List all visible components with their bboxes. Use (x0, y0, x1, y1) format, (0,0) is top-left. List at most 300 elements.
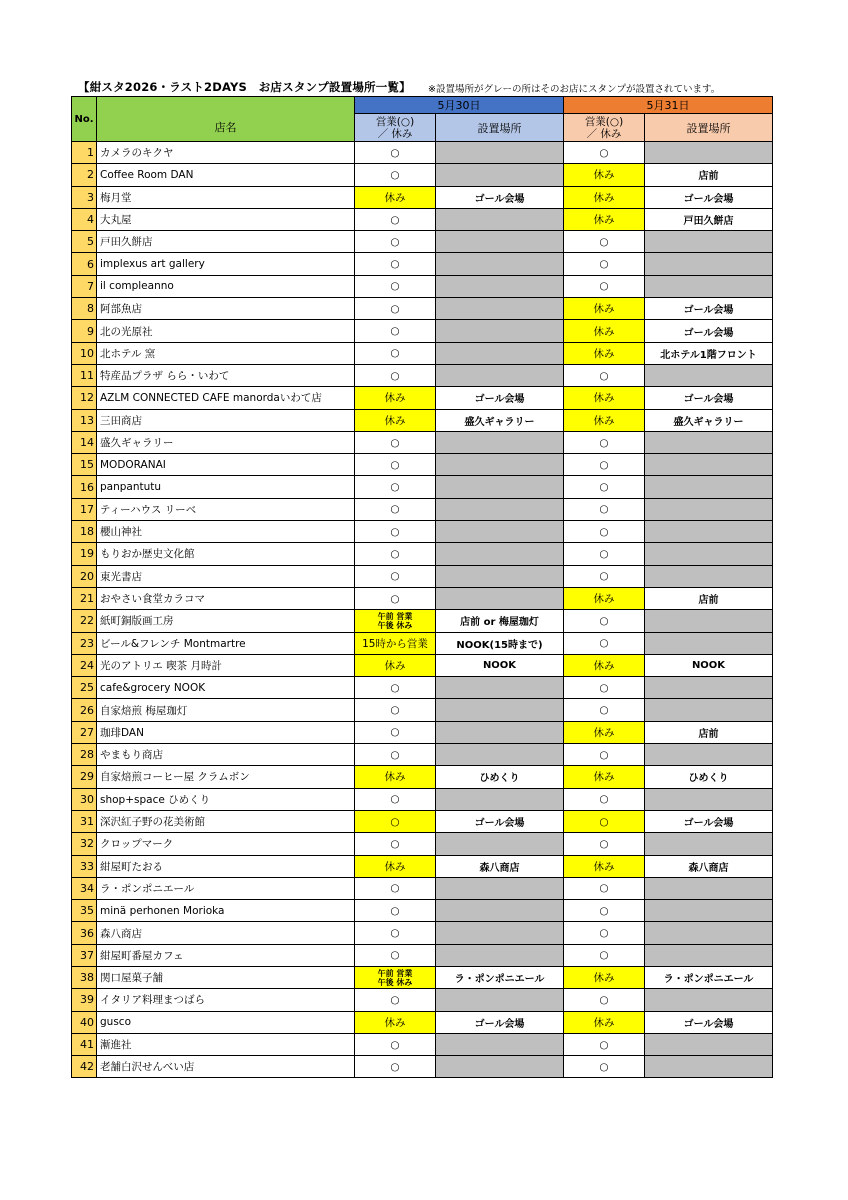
shop-name: shop+space ひめくり (97, 788, 355, 810)
shop-name: 北の光原社 (97, 320, 355, 342)
shop-name: MODORANAI (97, 454, 355, 476)
day1-status: 休み (355, 1011, 436, 1033)
header-day1: 5月30日 (355, 97, 564, 114)
shop-name: 漸進社 (97, 1033, 355, 1055)
table-row (72, 498, 773, 520)
day1-location (436, 1033, 564, 1055)
row-number: 37 (72, 944, 97, 966)
row-number: 36 (72, 922, 97, 944)
day2-location: ゴール会場 (645, 387, 773, 409)
table-row (72, 565, 773, 587)
table-row (72, 810, 773, 832)
day2-status: ○ (564, 476, 645, 498)
day2-status: ○ (564, 498, 645, 520)
row-number: 26 (72, 699, 97, 721)
row-number: 39 (72, 989, 97, 1011)
day1-status: ○ (355, 431, 436, 453)
shop-name: 珈琲DAN (97, 721, 355, 743)
row-number: 27 (72, 721, 97, 743)
day1-location (436, 788, 564, 810)
gray-cell-note: ※設置場所がグレーの所はそのお店にスタンプが設置されています。 (428, 84, 721, 95)
table-row (72, 208, 773, 230)
day1-location (436, 320, 564, 342)
day2-location: ゴール会場 (645, 298, 773, 320)
day2-status: ○ (564, 810, 645, 832)
day2-location: ゴール会場 (645, 320, 773, 342)
day2-location (645, 989, 773, 1011)
day2-status: ○ (564, 231, 645, 253)
shop-name: il compleanno (97, 275, 355, 297)
day2-status: ○ (564, 877, 645, 899)
status-line: 午前 営業 (377, 968, 413, 978)
header-day2-status (564, 114, 645, 142)
row-number: 1 (72, 142, 97, 164)
day2-status: ○ (564, 253, 645, 275)
row-number: 41 (72, 1033, 97, 1055)
day2-status: ○ (564, 699, 645, 721)
row-number: 30 (72, 788, 97, 810)
day2-status: 休み (564, 320, 645, 342)
day1-location (436, 744, 564, 766)
header-no: No. (72, 97, 97, 142)
shop-name: 紙町銅版画工房 (97, 610, 355, 632)
shop-name: 大丸屋 (97, 208, 355, 230)
table-row (72, 766, 773, 788)
day2-location: 店前 (645, 587, 773, 609)
day1-status: ○ (355, 208, 436, 230)
table-row (72, 364, 773, 386)
day1-location: 盛久ギャラリー (436, 409, 564, 431)
day2-status: ○ (564, 543, 645, 565)
day2-status: ○ (564, 1056, 645, 1078)
day1-status: ○ (355, 521, 436, 543)
table-row (72, 654, 773, 676)
shop-name: 北ホテル 窯 (97, 342, 355, 364)
day2-location (645, 364, 773, 386)
day1-status (355, 610, 436, 632)
day1-location (436, 543, 564, 565)
row-number: 4 (72, 208, 97, 230)
day1-location (436, 877, 564, 899)
day2-location (645, 788, 773, 810)
day1-location (436, 454, 564, 476)
row-number: 31 (72, 810, 97, 832)
day1-status: ○ (355, 810, 436, 832)
table-row (72, 1011, 773, 1033)
day2-location (645, 744, 773, 766)
day1-location (436, 253, 564, 275)
row-number: 40 (72, 1011, 97, 1033)
day1-status: 休み (355, 766, 436, 788)
day2-location (645, 431, 773, 453)
row-number: 13 (72, 409, 97, 431)
day1-location: NOOK(15時まで) (436, 632, 564, 654)
day1-status: 休み (355, 409, 436, 431)
day2-status: 休み (564, 186, 645, 208)
page-title: 【紺スタ2026・ラスト2DAYS お店スタンプ設置場所一覧】 (78, 80, 411, 94)
day2-status: 休み (564, 721, 645, 743)
row-number: 11 (72, 364, 97, 386)
day2-location: 戸田久餅店 (645, 208, 773, 230)
row-number: 42 (72, 1056, 97, 1078)
day2-status: ○ (564, 833, 645, 855)
day1-status: ○ (355, 543, 436, 565)
header-status-line2: ／ 休み (586, 127, 622, 140)
shop-name: 紺屋町たおる (97, 855, 355, 877)
day1-status: ○ (355, 788, 436, 810)
day1-status: ○ (355, 364, 436, 386)
day1-status: ○ (355, 1033, 436, 1055)
day2-status: 休み (564, 855, 645, 877)
row-number: 12 (72, 387, 97, 409)
table-row (72, 877, 773, 899)
table-row (72, 855, 773, 877)
table-row (72, 677, 773, 699)
table-row (72, 231, 773, 253)
day1-status: ○ (355, 565, 436, 587)
day1-location (436, 900, 564, 922)
day1-status: 休み (355, 186, 436, 208)
day1-status: 休み (355, 855, 436, 877)
day2-location (645, 142, 773, 164)
day2-status: ○ (564, 610, 645, 632)
day1-location (436, 431, 564, 453)
shop-name: クロップマーク (97, 833, 355, 855)
table-row (72, 431, 773, 453)
shop-name: 三田商店 (97, 409, 355, 431)
day2-status: ○ (564, 1033, 645, 1055)
header-day1-location: 設置場所 (436, 114, 564, 142)
table-row (72, 944, 773, 966)
day2-location: 店前 (645, 164, 773, 186)
row-number: 24 (72, 654, 97, 676)
day2-location (645, 900, 773, 922)
day2-location: ゴール会場 (645, 1011, 773, 1033)
shop-name: cafe&grocery NOOK (97, 677, 355, 699)
day2-location (645, 877, 773, 899)
day1-status: ○ (355, 1056, 436, 1078)
day2-status: ○ (564, 788, 645, 810)
table-row (72, 699, 773, 721)
shop-name: カメラのキクヤ (97, 142, 355, 164)
day2-location (645, 677, 773, 699)
row-number: 8 (72, 298, 97, 320)
header-day1-status (355, 114, 436, 142)
day2-location: ラ・ポンポニエール (645, 966, 773, 988)
day2-status: ○ (564, 364, 645, 386)
status-line: 午前 営業 (377, 611, 413, 621)
table-row (72, 632, 773, 654)
day1-status: ○ (355, 877, 436, 899)
day1-status: ○ (355, 275, 436, 297)
row-number: 10 (72, 342, 97, 364)
row-number: 25 (72, 677, 97, 699)
day1-location (436, 833, 564, 855)
header-day2-location: 設置場所 (645, 114, 773, 142)
day1-location: 店前 or 梅屋珈灯 (436, 610, 564, 632)
day1-location: ゴール会場 (436, 387, 564, 409)
day2-status: ○ (564, 632, 645, 654)
day2-location: ゴール会場 (645, 186, 773, 208)
day2-location (645, 275, 773, 297)
day2-location (645, 543, 773, 565)
table-row (72, 275, 773, 297)
day2-location: 北ホテル1階フロント (645, 342, 773, 364)
shop-name: 盛久ギャラリー (97, 431, 355, 453)
row-number: 38 (72, 966, 97, 988)
row-number: 20 (72, 565, 97, 587)
header-day2: 5月31日 (564, 97, 773, 114)
day2-status: ○ (564, 677, 645, 699)
row-number: 5 (72, 231, 97, 253)
table-row (72, 587, 773, 609)
day1-location (436, 922, 564, 944)
day1-status: ○ (355, 231, 436, 253)
header-status-line2: ／ 休み (377, 127, 413, 140)
day1-location (436, 142, 564, 164)
shop-name: 自家焙煎 梅屋珈灯 (97, 699, 355, 721)
shop-name: ティーハウス リーベ (97, 498, 355, 520)
shop-name: panpantutu (97, 476, 355, 498)
day1-location (436, 944, 564, 966)
shop-name: ビール&フレンチ Montmartre (97, 632, 355, 654)
day2-location (645, 610, 773, 632)
day2-status: 休み (564, 766, 645, 788)
day2-location (645, 231, 773, 253)
shop-name: 阿部魚店 (97, 298, 355, 320)
table-row (72, 788, 773, 810)
table-row (72, 833, 773, 855)
day2-location: NOOK (645, 654, 773, 676)
day1-status: 休み (355, 387, 436, 409)
day2-location (645, 632, 773, 654)
day1-location (436, 587, 564, 609)
table-row (72, 1033, 773, 1055)
day2-status: ○ (564, 431, 645, 453)
shop-name: 光のアトリエ 喫茶 月時計 (97, 654, 355, 676)
day1-location (436, 231, 564, 253)
row-number: 28 (72, 744, 97, 766)
row-number: 32 (72, 833, 97, 855)
header-name: 店名 (97, 97, 355, 142)
day2-location (645, 565, 773, 587)
day1-location (436, 208, 564, 230)
row-number: 15 (72, 454, 97, 476)
table-row (72, 1056, 773, 1078)
day2-location (645, 454, 773, 476)
table-row (72, 966, 773, 988)
shop-name: 関口屋菓子舗 (97, 966, 355, 988)
status-line: 午後 休み (377, 977, 413, 987)
table-row (72, 320, 773, 342)
row-number: 3 (72, 186, 97, 208)
day1-status: ○ (355, 989, 436, 1011)
shop-name: 紺屋町番屋カフェ (97, 944, 355, 966)
row-number: 17 (72, 498, 97, 520)
day1-status: ○ (355, 922, 436, 944)
day1-location: NOOK (436, 654, 564, 676)
day1-location (436, 298, 564, 320)
day2-location (645, 922, 773, 944)
day1-location (436, 164, 564, 186)
table-row (72, 521, 773, 543)
day2-location (645, 1056, 773, 1078)
status-line: 午後 休み (377, 620, 413, 630)
day2-status: 休み (564, 208, 645, 230)
day2-status: ○ (564, 900, 645, 922)
header-status-line1: 営業(○) (375, 115, 415, 128)
day1-status: ○ (355, 587, 436, 609)
day1-location (436, 565, 564, 587)
stamp-location-table (71, 96, 773, 1078)
day1-status: ○ (355, 498, 436, 520)
shop-name: implexus art gallery (97, 253, 355, 275)
day2-location (645, 521, 773, 543)
table-row (72, 989, 773, 1011)
table-row (72, 922, 773, 944)
day2-location (645, 498, 773, 520)
row-number: 18 (72, 521, 97, 543)
table-row (72, 721, 773, 743)
day2-location (645, 699, 773, 721)
day1-status (355, 966, 436, 988)
day2-location: ひめくり (645, 766, 773, 788)
row-number: 34 (72, 877, 97, 899)
day2-location: ゴール会場 (645, 810, 773, 832)
shop-name: おやさい食堂カラコマ (97, 587, 355, 609)
day2-status: ○ (564, 744, 645, 766)
day2-status: ○ (564, 142, 645, 164)
shop-name: 梅月堂 (97, 186, 355, 208)
day1-status: ○ (355, 476, 436, 498)
day2-status: ○ (564, 989, 645, 1011)
day2-status: ○ (564, 521, 645, 543)
day2-location (645, 476, 773, 498)
day2-status: 休み (564, 164, 645, 186)
table-row (72, 298, 773, 320)
row-number: 14 (72, 431, 97, 453)
day1-location: 森八商店 (436, 855, 564, 877)
day2-status: 休み (564, 966, 645, 988)
day2-location (645, 833, 773, 855)
day1-status: ○ (355, 944, 436, 966)
day2-status: ○ (564, 565, 645, 587)
day2-location: 盛久ギャラリー (645, 409, 773, 431)
row-number: 22 (72, 610, 97, 632)
day1-status: 15時から営業 (355, 632, 436, 654)
shop-name: やまもり商店 (97, 744, 355, 766)
day2-status: 休み (564, 409, 645, 431)
shop-name: AZLM CONNECTED CAFE manordaいわて店 (97, 387, 355, 409)
shop-name: 櫻山神社 (97, 521, 355, 543)
day2-status: 休み (564, 587, 645, 609)
table-row (72, 342, 773, 364)
day1-status: ○ (355, 298, 436, 320)
row-number: 19 (72, 543, 97, 565)
row-number: 16 (72, 476, 97, 498)
day2-status: 休み (564, 342, 645, 364)
day1-location (436, 364, 564, 386)
table-row (72, 253, 773, 275)
day1-status: 休み (355, 654, 436, 676)
day2-location: 森八商店 (645, 855, 773, 877)
day1-status: ○ (355, 744, 436, 766)
shop-name: gusco (97, 1011, 355, 1033)
table-row (72, 142, 773, 164)
row-number: 9 (72, 320, 97, 342)
table-row (72, 387, 773, 409)
day1-location (436, 342, 564, 364)
shop-name: 戸田久餅店 (97, 231, 355, 253)
header-status-line1: 営業(○) (584, 115, 624, 128)
day2-location (645, 944, 773, 966)
day1-status: ○ (355, 900, 436, 922)
day1-status: ○ (355, 253, 436, 275)
shop-name: Coffee Room DAN (97, 164, 355, 186)
row-number: 6 (72, 253, 97, 275)
day1-status: ○ (355, 699, 436, 721)
shop-name: 特産品プラザ らら・いわて (97, 364, 355, 386)
shop-name: もりおか歴史文化館 (97, 543, 355, 565)
shop-name: ラ・ポンポニエール (97, 877, 355, 899)
day2-location (645, 1033, 773, 1055)
table-row (72, 543, 773, 565)
day1-location: ゴール会場 (436, 810, 564, 832)
row-number: 35 (72, 900, 97, 922)
day1-status: ○ (355, 454, 436, 476)
shop-name: 東光書店 (97, 565, 355, 587)
table-row (72, 186, 773, 208)
day1-status: ○ (355, 320, 436, 342)
day1-location (436, 521, 564, 543)
day1-location: ラ・ポンポニエール (436, 966, 564, 988)
row-number: 2 (72, 164, 97, 186)
day1-location (436, 1056, 564, 1078)
day2-status: ○ (564, 275, 645, 297)
day1-location: ゴール会場 (436, 1011, 564, 1033)
day2-status: ○ (564, 922, 645, 944)
shop-name: 深沢紅子野の花美術館 (97, 810, 355, 832)
day1-status: ○ (355, 164, 436, 186)
day1-location: ひめくり (436, 766, 564, 788)
day1-location (436, 275, 564, 297)
table-row (72, 454, 773, 476)
row-number: 33 (72, 855, 97, 877)
table-row (72, 744, 773, 766)
day1-status: ○ (355, 833, 436, 855)
table-row (72, 409, 773, 431)
row-number: 21 (72, 587, 97, 609)
day1-status: ○ (355, 342, 436, 364)
day1-location: ゴール会場 (436, 186, 564, 208)
row-number: 23 (72, 632, 97, 654)
day2-status: ○ (564, 944, 645, 966)
table-row (72, 610, 773, 632)
table-row (72, 164, 773, 186)
shop-name: minä perhonen Morioka (97, 900, 355, 922)
day1-location (436, 721, 564, 743)
day2-location: 店前 (645, 721, 773, 743)
day1-location (436, 498, 564, 520)
row-number: 7 (72, 275, 97, 297)
day2-status: 休み (564, 298, 645, 320)
day2-location (645, 253, 773, 275)
day2-status: 休み (564, 387, 645, 409)
day1-location (436, 699, 564, 721)
table-row (72, 476, 773, 498)
day2-status: 休み (564, 1011, 645, 1033)
table-row (72, 900, 773, 922)
